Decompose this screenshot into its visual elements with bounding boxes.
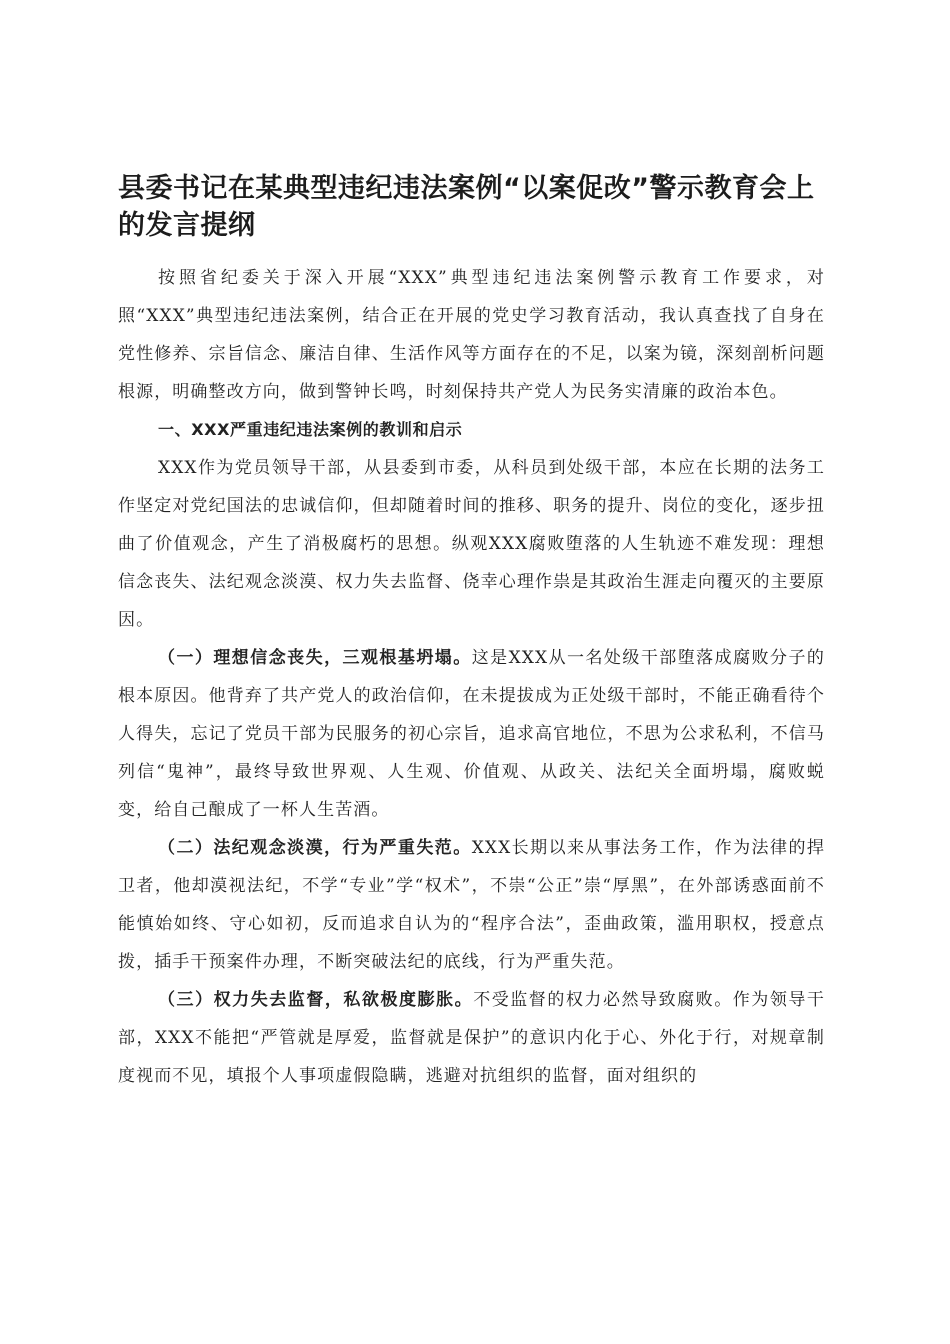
section-paragraph: XXX作为党员领导干部，从县委到市委，从科员到处级干部，本应在长期的法务工作坚定对党纪国法的忠诚信仰，但却随着时间的推移、职务的提升、岗位的变化，逐步扭曲了价值观念，产生了消极腐朽的思想。纵观XXX腐败堕落的人生轨迹不难发现：理想信念丧失、法纪观念淡漠、权力失去监督、侥幸心理作祟是其政治生涯走向覆灭的主要原因。 (118, 458, 825, 630)
point-lead: （二）法纪观念淡漠，行为严重失范。 (158, 838, 472, 858)
document-body (118, 259, 825, 1095)
point-lead: （一）理想信念丧失，三观根基坍塌。 (158, 648, 472, 668)
document-title: 县委书记在某典型违纪违法案例“以案促改”警示教育会上的发言提纲 (118, 173, 815, 241)
point-paragraph-2 (118, 829, 825, 981)
point-paragraph-1 (118, 639, 825, 829)
intro-paragraph: 按照省纪委关于深入开展“XXX”典型违纪违法案例警示教育工作要求，对照“XXX”典型违纪违法案例，结合正在开展的党史学习教育活动，我认真查找了自身在党性修养、宗旨信念、廉洁自律、生活作风等方面存在的不足，以案为镜，深刻剖析问题根源，明确整改方向，做到警钟长鸣，时刻保持共产党人为民务实清廉的政治本色。 (118, 268, 825, 402)
section-heading: 一、XXX严重违纪违法案例的教训和启示 (158, 420, 463, 439)
point-lead: （三）权力失去监督，私欲极度膨胀。 (158, 990, 474, 1010)
point-text: 这是XXX从一名处级干部堕落成腐败分子的根本原因。他背弃了共产党人的政治信仰，在未提拔成为正处级干部时，不能正确看待个人得失，忘记了党员干部为民服务的初心宗旨，追求高官地位，不思为公求私利，不信马列信“鬼神”，最终导致世界观、人生观、价值观、从政关、法纪关全面坍塌，腐败蜕变，给自己酿成了一杯人生苦酒。 (118, 648, 826, 820)
point-text: XXX长期以来从事法务工作，作为法律的捍卫者，他却漠视法纪，不学“专业”学“权术”，不崇“公正”崇“厚黑”，在外部诱惑面前不能慎始如终、守心如初，反而追求自认为的“程序合法”，歪曲政策，滥用职权，授意点拨，插手干预案件办理，不断突破法纪的底线，行为严重失范。 (118, 838, 826, 972)
point-text: 不受监督的权力必然导致腐败。作为领导干部，XXX不能把“严管就是厚爱，监督就是保护”的意识内化于心、外化于行，对规章制度视而不见，填报个人事项虚假隐瞒，逃避对抗组织的监督，面对组织的 (118, 990, 826, 1086)
point-paragraph-3 (118, 981, 825, 1095)
